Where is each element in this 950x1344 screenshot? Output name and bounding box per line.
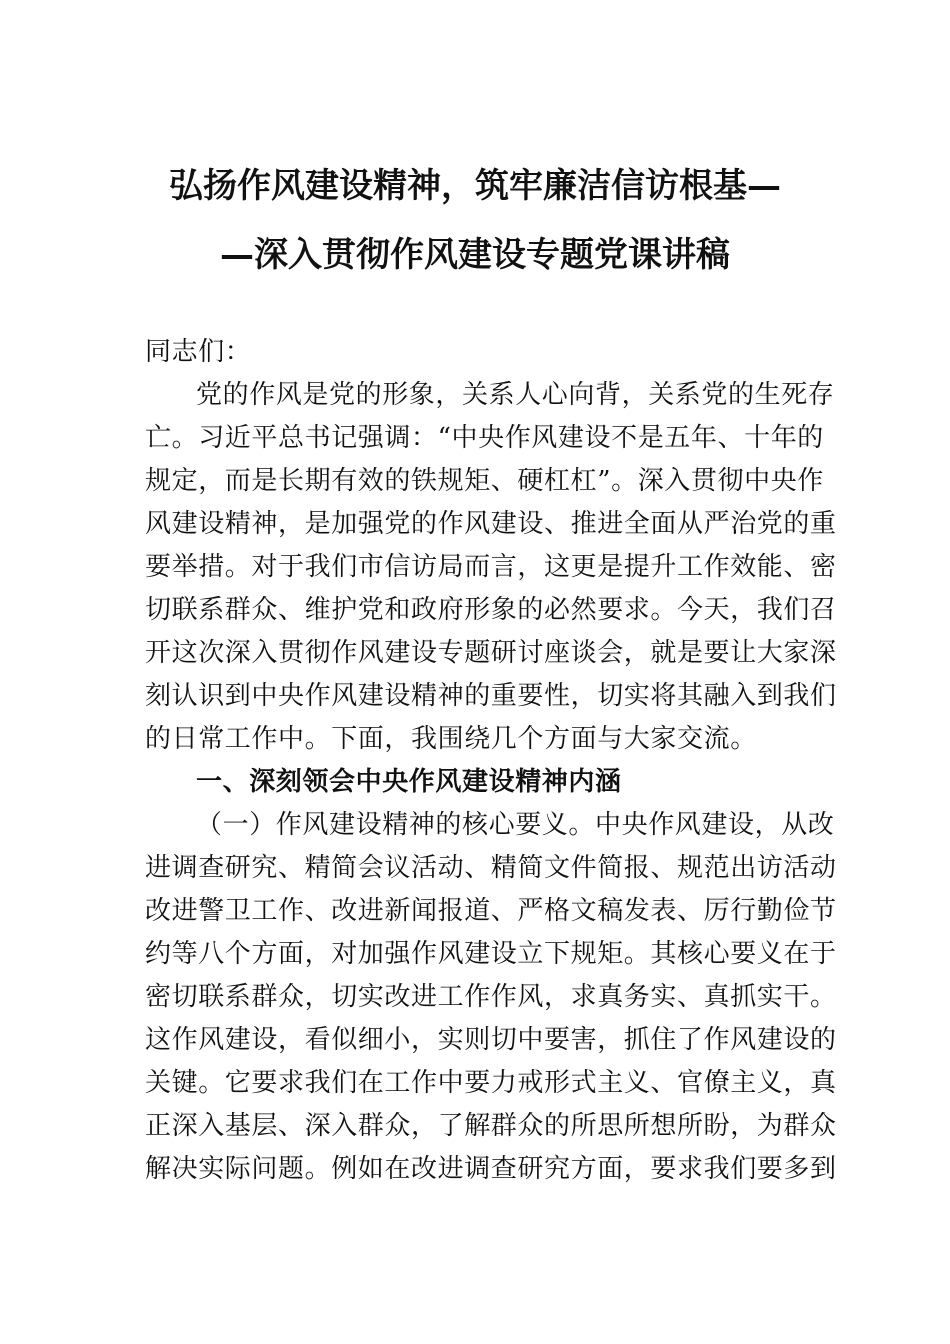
paragraph-line: 关键。它要求我们在工作中要力戒形式主义、官僚主义，真 [145, 1068, 837, 1098]
paragraph-line: 风建设精神，是加强党的作风建设、推进全面从严治党的重 [145, 509, 837, 539]
paragraph-line: 要举措。对于我们市信访局而言，这更是提升工作效能、密 [145, 552, 837, 582]
document-title-line-2: —深入贯彻作风建设专题党课讲稿 [220, 235, 730, 275]
salutation: 同志们： [145, 337, 252, 367]
paragraph-line: 这作风建设，看似细小，实则切中要害，抓住了作风建设的 [145, 1025, 837, 1055]
section-heading: 一、深刻领会中央作风建设精神内涵 [196, 767, 622, 797]
paragraph-line: 密切联系群众，切实改进工作作风，求真务实、真抓实干。 [145, 982, 837, 1012]
paragraph-line: 约等八个方面，对加强作风建设立下规矩。其核心要义在于 [145, 939, 837, 969]
document-title-line-1: 弘扬作风建设精神，筑牢廉洁信访根基— [169, 166, 781, 206]
paragraph-line: 刻认识到中央作风建设精神的重要性，切实将其融入到我们 [145, 681, 837, 711]
paragraph-line: 正深入基层、深入群众，了解群众的所思所想所盼，为群众 [145, 1111, 837, 1141]
paragraph-line: 解决实际问题。例如在改进调查研究方面，要求我们要多到 [145, 1154, 837, 1184]
paragraph-line: 切联系群众、维护党和政府形象的必然要求。今天，我们召 [145, 595, 837, 625]
paragraph-line: 规定，而是长期有效的铁规矩、硬杠杠”。深入贯彻中央作 [145, 466, 824, 496]
paragraph-line: 亡。习近平总书记强调：“中央作风建设不是五年、十年的 [145, 423, 824, 453]
paragraph-line: （一）作风建设精神的核心要义。中央作风建设，从改 [196, 810, 835, 840]
paragraph-line: 改进警卫工作、改进新闻报道、严格文稿发表、厉行勤俭节 [145, 896, 837, 926]
paragraph-line: 开这次深入贯彻作风建设专题研讨座谈会，就是要让大家深 [145, 638, 837, 668]
paragraph-line: 党的作风是党的形象，关系人心向背，关系党的生死存 [196, 380, 835, 410]
paragraph-line: 进调查研究、精简会议活动、精简文件简报、规范出访活动 [145, 853, 837, 883]
paragraph-line: 的日常工作中。下面，我围绕几个方面与大家交流。 [145, 724, 757, 754]
